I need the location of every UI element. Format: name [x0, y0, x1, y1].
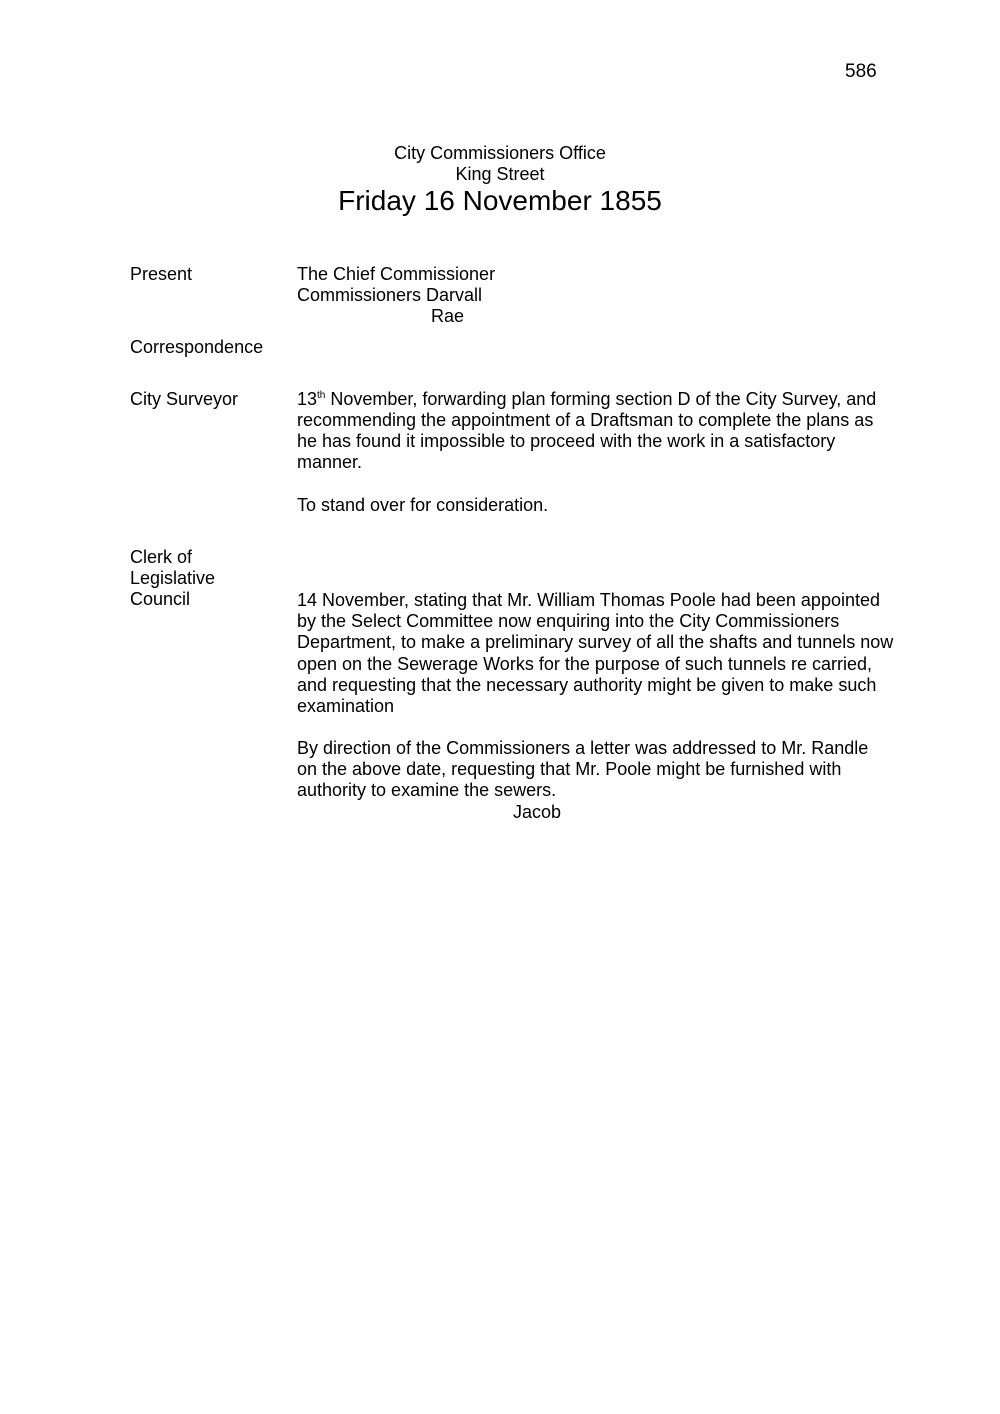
line-text: November, forwarding plan forming section D of the City Survey, and — [325, 389, 877, 409]
entry-clerk-line-1: 14 November, stating that Mr. William Thomas Poole had been appointed — [297, 590, 880, 610]
entry-clerk-line-5: and requesting that the necessary authority might be given to make such — [297, 675, 877, 695]
present-line-2: Commissioners Darvall — [297, 285, 483, 305]
correspondence-label: Correspondence — [130, 337, 264, 357]
date-suffix: th — [317, 390, 326, 401]
entry-clerk-label-line-1: Clerk of — [130, 547, 193, 567]
entry-city-surveyor-line-1 — [297, 389, 876, 410]
meeting-date: Friday 16 November 1855 — [338, 185, 662, 216]
entry-clerk-line-4: open on the Sewerage Works for the purpose of such tunnels re carried, — [297, 654, 872, 674]
date-number: 13 — [297, 389, 318, 409]
present-line-3: Rae — [431, 306, 465, 326]
office-name: City Commissioners Office — [394, 143, 606, 163]
entry-clerk-resolution-line-3: authority to examine the sewers. — [297, 780, 557, 800]
entry-city-surveyor-line-3: he has found it impossible to proceed with the work in a satisfactory — [297, 431, 836, 451]
street-name: King Street — [455, 164, 545, 184]
entry-city-surveyor-resolution: To stand over for consideration. — [297, 495, 549, 515]
signature: Jacob — [513, 802, 562, 822]
entry-clerk-resolution-line-2: on the above date, requesting that Mr. Poole might be furnished with — [297, 759, 842, 779]
entry-clerk-resolution-line-1: By direction of the Commissioners a letter was addressed to Mr. Randle — [297, 738, 869, 758]
entry-clerk-line-3: Department, to make a preliminary survey of all the shafts and tunnels now — [297, 632, 894, 652]
entry-city-surveyor-label: City Surveyor — [130, 389, 239, 409]
entry-clerk-line-6: examination — [297, 696, 395, 716]
entry-clerk-label-line-3: Council — [130, 589, 191, 609]
entry-city-surveyor-line-4: manner. — [297, 452, 363, 472]
present-line-1: The Chief Commissioner — [297, 264, 496, 284]
page-number: 586 — [845, 61, 877, 82]
entry-city-surveyor-line-2: recommending the appointment of a Draftsman to complete the plans as — [297, 410, 874, 430]
present-label: Present — [130, 264, 193, 284]
entry-clerk-label-line-2: Legislative — [130, 568, 216, 588]
entry-clerk-line-2: by the Select Committee now enquiring into the City Commissioners — [297, 611, 840, 631]
